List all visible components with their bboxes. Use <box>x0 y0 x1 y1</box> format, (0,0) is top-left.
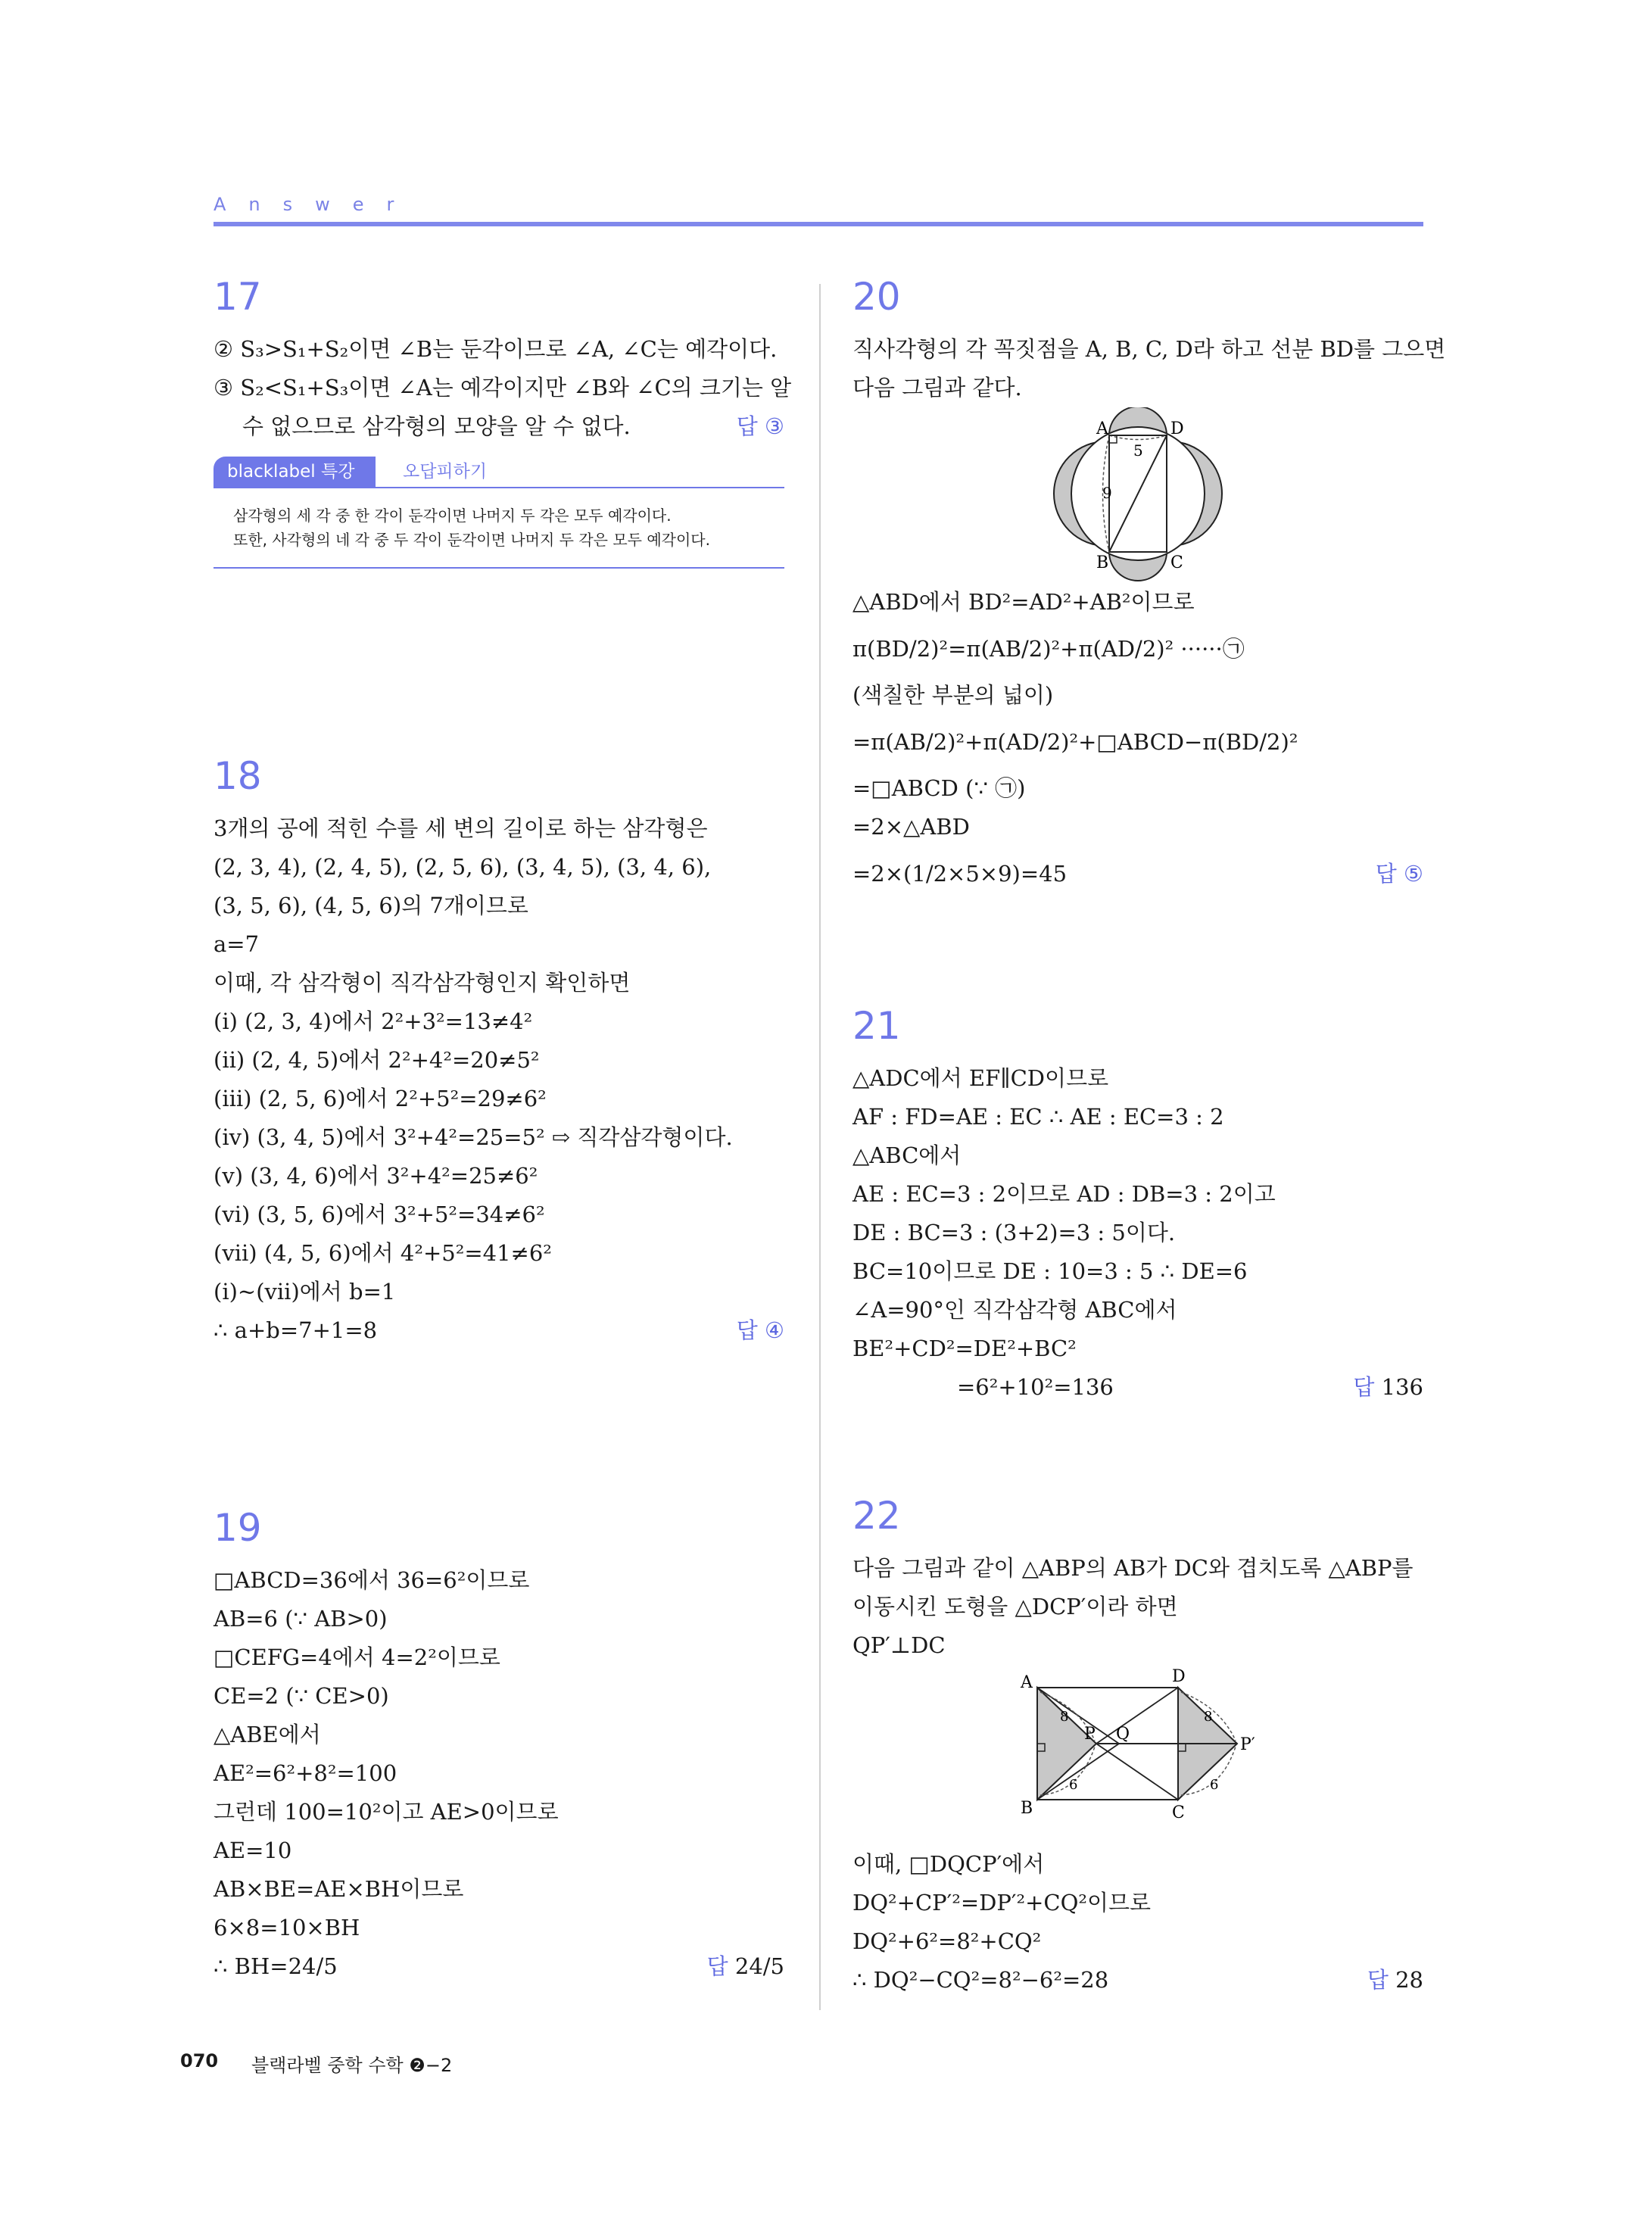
circles-rectangle-diagram <box>852 407 1423 583</box>
solution-text: ∴ DQ²−CQ²=8²−6²=28 <box>852 1967 1109 1993</box>
vertex-label-c: C <box>1172 1803 1185 1822</box>
vertex-label-b: B <box>1021 1799 1033 1818</box>
problem-17 <box>214 274 792 569</box>
solution-line: 이때, 각 삼각형이 직각삼각형인지 확인하면 <box>214 970 631 996</box>
answer-label: 답 <box>736 413 758 439</box>
answer-mark <box>737 407 784 446</box>
page-number: 070 <box>180 2050 219 2071</box>
solution-line: 직사각형의 각 꼭짓점을 A, B, C, D라 하고 선분 BD를 그으면 <box>852 336 1446 362</box>
solution-line: BE²+CD²=DE²+BC² <box>852 1336 1077 1361</box>
tip-badge: blacklabel 특강 <box>214 457 376 487</box>
vertex-label-q: Q <box>1116 1725 1130 1744</box>
answer-mark <box>707 1947 784 1986</box>
solution-text: ∴ BH=24/5 <box>214 1953 338 1979</box>
solution-line: ② S₃>S₁+S₂이면 ∠B는 둔각이므로 ∠A, ∠C는 예각이다. <box>214 336 778 362</box>
solution-line: 그런데 100=10²이고 AE>0이므로 <box>214 1799 559 1825</box>
solution-line: AB×BE=AE×BH이므로 <box>214 1876 464 1902</box>
problem-19 <box>214 1505 784 1986</box>
solution-line: 다음 그림과 같다. <box>852 375 1022 401</box>
book-title: 블랙라벨 중학 수학 ❷−2 <box>251 2055 453 2076</box>
answer-label: 답 <box>706 1953 728 1979</box>
answer-mark <box>737 1311 784 1350</box>
answer-label: 답 <box>1367 1967 1389 1993</box>
tip-rule <box>214 487 784 488</box>
solution-line: (ⅲ) (2, 5, 6)에서 2²+5²=29≠6² <box>214 1086 547 1111</box>
header-rule <box>214 222 1423 226</box>
solution-line: AE²=6²+8²=100 <box>214 1760 397 1786</box>
solution-line: (3, 5, 6), (4, 5, 6)의 7개이므로 <box>214 893 528 918</box>
solution-line: 다음 그림과 같이 △ABP의 AB가 DC와 겹치도록 △ABP를 <box>852 1555 1414 1581</box>
figure-20 <box>852 407 1423 583</box>
problem-number: 18 <box>214 754 262 798</box>
answer-value: ④ <box>765 1317 784 1343</box>
problem-number: 21 <box>852 1004 901 1048</box>
solution-line: DQ²+CP′²=DP′²+CQ²이므로 <box>852 1890 1152 1915</box>
vertex-label-p-prime: P′ <box>1240 1735 1255 1754</box>
solution-line: AF : FD=AE : EC ∴ AE : EC=3 : 2 <box>852 1104 1224 1130</box>
length-label-ad: 5 <box>1133 441 1143 460</box>
solution-line: =2×△ABD <box>852 814 970 840</box>
solution-text: =2×(1/2×5×9)=45 <box>852 861 1068 887</box>
solution-line: ③ S₂<S₁+S₃이면 ∠A는 예각이지만 ∠B와 ∠C의 크기는 알 <box>214 375 792 401</box>
problem-21 <box>852 1003 1423 1407</box>
problem-22 <box>852 1493 1423 2000</box>
problem-number: 20 <box>852 275 901 319</box>
solution-line: 6×8=10×BH <box>214 1915 360 1940</box>
solution-line <box>214 407 784 446</box>
tip-header <box>214 457 784 491</box>
answer-value: 24/5 <box>734 1953 784 1979</box>
column-divider <box>819 284 821 2010</box>
solution-line: DQ²+6²=8²+CQ² <box>852 1928 1042 1954</box>
answer-label: 답 <box>1375 861 1397 887</box>
solution-line: (ⅵ) (3, 5, 6)에서 3²+5²=34≠6² <box>214 1202 545 1227</box>
solution-line: AE : EC=3 : 2이므로 AD : DB=3 : 2이고 <box>852 1181 1276 1207</box>
vertex-label-p: P <box>1084 1725 1096 1744</box>
problem-number: 22 <box>852 1494 901 1538</box>
solution-line: △ADC에서 EF∥CD이므로 <box>852 1065 1109 1091</box>
solution-line: △ABD에서 BD²=AD²+AB²이므로 <box>852 589 1195 615</box>
vertex-label-d: D <box>1170 419 1184 438</box>
length-label-8: 8 <box>1204 1709 1213 1725</box>
solution-line: 3개의 공에 적힌 수를 세 변의 길이로 하는 삼각형은 <box>214 815 708 841</box>
solution-line: CE=2 (∵ CE>0) <box>214 1683 389 1709</box>
length-label-8: 8 <box>1060 1709 1069 1725</box>
solution-line: □ABCD=36에서 36=6²이므로 <box>214 1567 530 1593</box>
problem-number: 19 <box>214 1506 262 1550</box>
answer-value: ⑤ <box>1404 861 1423 887</box>
length-label-6: 6 <box>1069 1777 1078 1793</box>
vertex-label-a: A <box>1096 419 1108 438</box>
solution-line: =π(AB/2)²+π(AD/2)²+□ABCD−π(BD/2)² <box>852 729 1298 755</box>
solution-line: △ABC에서 <box>852 1142 962 1168</box>
vertex-label-c: C <box>1170 553 1183 572</box>
vertex-label-b: B <box>1096 553 1109 572</box>
problem-number: 17 <box>214 275 262 319</box>
problem-20 <box>852 274 1446 901</box>
answer-value: 136 <box>1381 1374 1423 1400</box>
solution-line: △ABE에서 <box>214 1722 321 1747</box>
solution-line: (ⅴ) (3, 4, 6)에서 3²+4²=25≠6² <box>214 1163 538 1189</box>
vertex-label-a: A <box>1021 1673 1033 1692</box>
solution-line: 이때, □DQCP′에서 <box>852 1851 1045 1877</box>
solution-line: (ⅶ) (4, 5, 6)에서 4²+5²=41≠6² <box>214 1240 552 1266</box>
solution-line <box>852 846 1423 901</box>
solution-line <box>852 1961 1423 2000</box>
tip-line: 삼각형의 세 각 중 한 각이 둔각이면 나머지 두 각은 모두 예각이다. <box>233 507 672 525</box>
solution-line <box>852 1368 1423 1407</box>
tip-title: 오답피하기 <box>403 462 488 482</box>
solution-line: (ⅰ) (2, 3, 4)에서 2²+3²=13≠4² <box>214 1008 533 1034</box>
solution-line: QP′⊥DC <box>852 1632 946 1658</box>
solution-line: π(BD/2)²=π(AB/2)²+π(AD/2)² ······㉠ <box>852 636 1245 662</box>
answer-value: ③ <box>765 413 784 439</box>
solution-line <box>214 1947 784 1986</box>
solution-text: 수 없으므로 삼각형의 모양을 알 수 없다. <box>242 413 631 439</box>
answer-mark <box>1376 846 1423 901</box>
solution-line: DE : BC=3 : (3+2)=3 : 5이다. <box>852 1220 1176 1245</box>
problem-18 <box>214 753 784 1350</box>
answer-label: 답 <box>1353 1374 1375 1400</box>
solution-line: (색칠한 부분의 넓이) <box>852 682 1054 708</box>
solution-line: □CEFG=4에서 4=2²이므로 <box>214 1644 500 1670</box>
solution-line: =□ABCD (∵ ㉠) <box>852 775 1026 801</box>
solution-line <box>214 1311 784 1350</box>
solution-line: (ⅱ) (2, 4, 5)에서 2²+4²=20≠5² <box>214 1047 540 1073</box>
solution-line: (2, 3, 4), (2, 4, 5), (2, 5, 6), (3, 4, 5), (3, 4, 6), <box>214 854 712 880</box>
figure-22 <box>852 1665 1423 1845</box>
solution-line: ∠A=90°인 직각삼각형 ABC에서 <box>852 1297 1177 1323</box>
vertex-label-d: D <box>1172 1667 1186 1686</box>
solution-text: ∴ a+b=7+1=8 <box>214 1317 378 1343</box>
solution-line: AB=6 (∵ AB>0) <box>214 1606 388 1632</box>
answer-mark <box>1353 1368 1423 1407</box>
rectangle-triangle-diagram <box>852 1665 1423 1845</box>
length-label-6: 6 <box>1210 1777 1219 1793</box>
tip-box <box>214 491 784 569</box>
solution-line: 이동시킨 도형을 △DCP′이라 하면 <box>852 1594 1178 1619</box>
solution-line: BC=10이므로 DE : 10=3 : 5 ∴ DE=6 <box>852 1258 1248 1284</box>
solution-line: AE=10 <box>214 1838 292 1863</box>
solution-text: =6²+10²=136 <box>957 1374 1114 1400</box>
answer-value: 28 <box>1395 1967 1423 1993</box>
tip-line: 또한, 사각형의 네 각 중 두 각이 둔각이면 나머지 두 각은 모두 예각이다. <box>233 531 710 549</box>
solution-line: (ⅳ) (3, 4, 5)에서 3²+4²=25=5² ⇨ 직각삼각형이다. <box>214 1124 733 1150</box>
solution-line: a=7 <box>214 931 260 957</box>
answer-header: Answer <box>214 194 417 215</box>
answer-mark <box>1367 1961 1423 2000</box>
answer-label: 답 <box>736 1317 758 1343</box>
solution-line: (ⅰ)~(ⅶ)에서 b=1 <box>214 1279 396 1305</box>
length-label-ab: 9 <box>1102 484 1112 502</box>
